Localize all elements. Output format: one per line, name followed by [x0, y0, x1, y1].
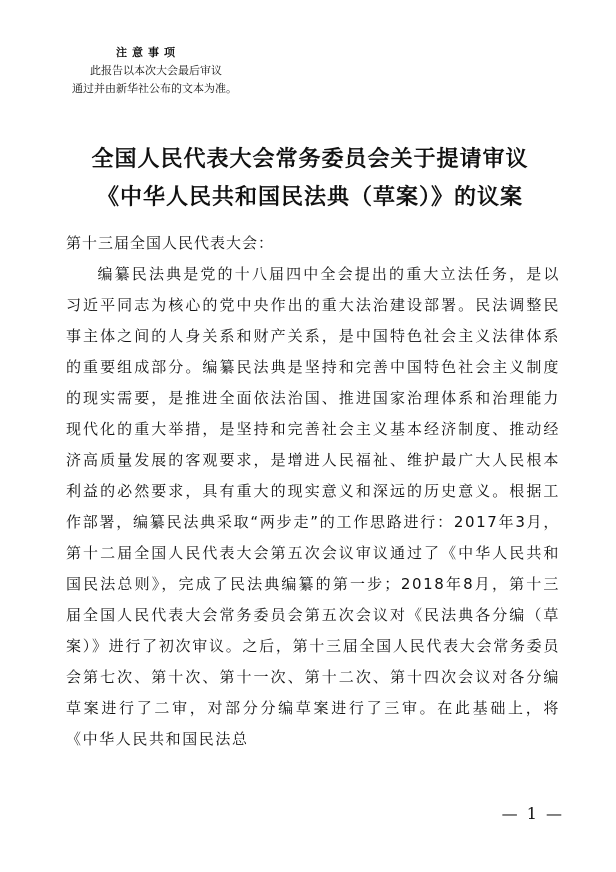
body-paragraph: 编纂民法典是党的十八届四中全会提出的重大立法任务，是以习近平同志为核心的党中央作出的重大法治建设部署。民法调整民事主体之间的人身关系和财产关系，是中国特色社会主义法律体系的重要组成部分。编纂民法典是坚持和完善中国特色社会主义制度的现实需要，是推进全面依法治国、推进国家治理体系和治理能力现代化的重大举措，是坚持和完善社会主义基本经济制度、推动经济高质量发展的客观要求，是增进人民福祉、维护最广大人民根本利益的必然要求，具有重大的现实意义和深远的历史意义。根据工作部署，编纂民法典采取“两步走”的工作思路进行：2017年3月，第十二届全国人民代表大会第五次会议审议通过了《中华人民共和国民法总则》，完成了民法典编纂的第一步；2018年8月，第十三届全国人民代表大会常务委员会第五次会议对《民法典各分编（草案）》进行了初次审议。之后，第十三届全国人民代表大会常务委员会第七次、第十次、第十一次、第十二次、第十四次会议对各分编草案进行了二审，对部分分编草案进行了三审。在此基础上，将《中华人民共和国民法总 [66, 265, 560, 748]
page-number: — 1 — [501, 804, 564, 823]
salutation: 第十三届全国人民代表大会： [66, 234, 275, 252]
notice-line: 通过并由新华社公布的文本为准。 [72, 82, 237, 95]
title-line-1: 全国人民代表大会常务委员会关于提请审议 [91, 146, 529, 172]
title-line-2: 《中华人民共和国民法典（草案）》的议案 [96, 184, 523, 210]
notice-block [72, 44, 302, 98]
document-body [66, 228, 560, 755]
notice-title: 注意事项 [116, 46, 180, 59]
notice-line: 此报告以本次大会最后审议 [90, 64, 222, 77]
document-title [60, 140, 560, 216]
